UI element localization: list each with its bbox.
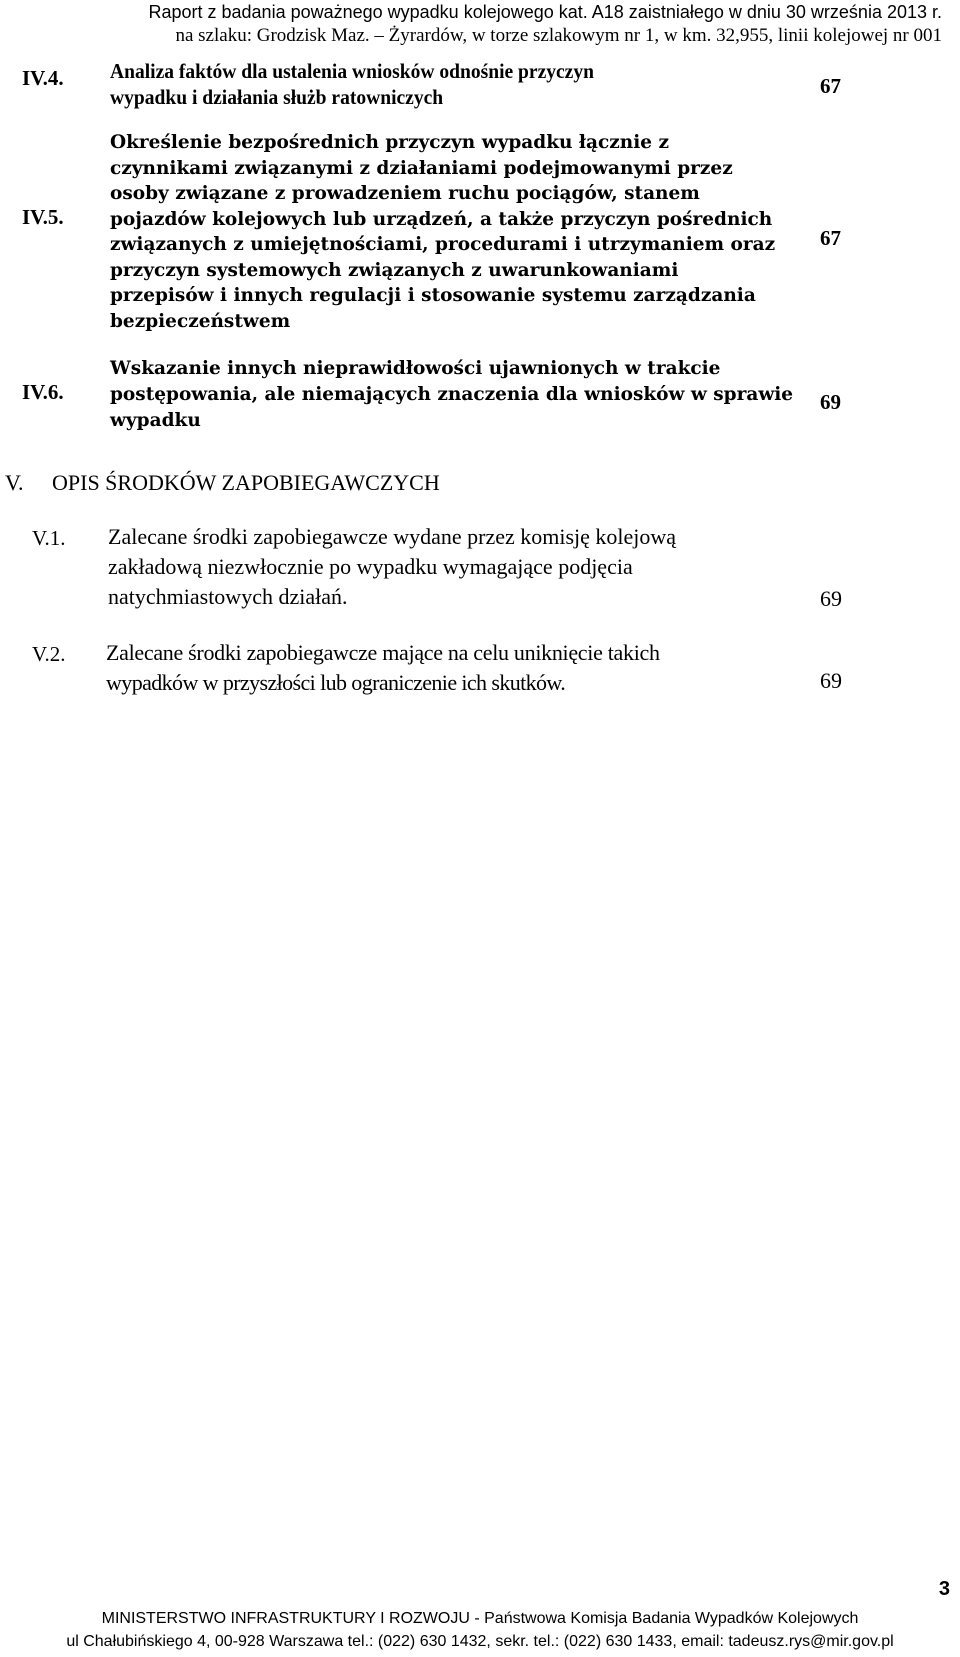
toc-v1-line3: natychmiastowych działań. xyxy=(108,584,348,609)
toc-number-v2: V.2. xyxy=(32,642,66,666)
toc-iv5-line: bezpieczeństwem xyxy=(110,310,291,332)
toc-v1-line2: zakładową niezwłocznie po wypadku wymagające podjęcia xyxy=(108,554,633,579)
toc-iv6-line3: wypadku xyxy=(110,410,201,431)
toc-page-iv6: 69 xyxy=(820,390,841,414)
toc-entry-iv5[interactable] xyxy=(110,130,775,334)
toc-v2-line1: Zalecane środki zapobiegawcze mające na celu uniknięcie takich xyxy=(106,640,660,665)
header-line-1: Raport z badania poważnego wypadku kolejowego kat. A18 zaistniałego w dniu 30 września 2013 r. xyxy=(148,2,942,22)
toc-iv5-line: osoby związane z prowadzeniem ruchu pociągów, stanem xyxy=(110,183,700,204)
toc-iv5-line: pojazdów kolejowych lub urządzeń, a także przyczyn pośrednich xyxy=(110,208,773,230)
toc-iv5-line: czynnikami związanymi z działaniami podejmowanymi przez xyxy=(110,157,733,179)
toc-iv5-line: związanych z umiejętnościami, procedurami i utrzymaniem oraz xyxy=(110,234,776,255)
document-header xyxy=(148,0,942,48)
toc-iv5-line: przepisów i innych regulacji i stosowanie systemu zarządzania xyxy=(110,285,756,306)
toc-iv4-line1: Analiza faktów dla ustalenia wniosków odnośnie przyczyn xyxy=(110,59,594,83)
toc-number-iv5: IV.5. xyxy=(22,205,64,229)
toc-iv4-line2: wypadku i działania służb ratowniczych xyxy=(110,85,444,109)
toc-entry-v1[interactable] xyxy=(108,522,676,612)
toc-v1-line1: Zalecane środki zapobiegawcze wydane przez komisję kolejową xyxy=(108,524,677,549)
toc-number-iv4: IV.4. xyxy=(22,66,64,90)
footer-line-2: ul Chałubińskiego 4, 00-928 Warszawa tel.: (022) 630 1432, sekr. tel.: (022) 630 1433, email: tadeusz.rys@mir.gov.pl xyxy=(66,1633,894,1650)
toc-iv6-line1: Wskazanie innych nieprawidłowości ujawnionych w trakcie xyxy=(110,358,721,379)
toc-iv5-line: Określenie bezpośrednich przyczyn wypadku łącznie z xyxy=(110,132,670,153)
toc-entry-v2[interactable] xyxy=(106,638,660,698)
toc-page-iv4: 67 xyxy=(820,74,841,98)
toc-entry-iv6[interactable] xyxy=(110,356,793,434)
header-line-2: na szlaku: Grodzisk Maz. – Żyrardów, w torze szlakowym nr 1, w km. 32,955, linii kolejowej nr 001 xyxy=(175,25,942,46)
toc-entry-iv4[interactable] xyxy=(110,58,630,110)
footer-line-1: MINISTERSTWO INFRASTRUKTURY I ROZWOJU - Państwowa Komisja Badania Wypadków Kolejowych xyxy=(101,1610,859,1627)
toc-page-iv5: 67 xyxy=(820,226,841,250)
toc-iv6-line2: postępowania, ale niemających znaczenia dla wniosków w sprawie xyxy=(110,384,794,405)
toc-number-iv6: IV.6. xyxy=(22,380,64,404)
toc-v2-line2: wypadków w przyszłości lub ograniczenie ich skutków. xyxy=(106,670,566,695)
page-number: 3 xyxy=(938,1578,950,1600)
toc-page-v2: 69 xyxy=(820,668,842,693)
toc-iv5-line: przyczyn systemowych związanych z uwarunkowaniami xyxy=(110,259,679,281)
toc-page-v1: 69 xyxy=(820,586,842,611)
section-v-title[interactable]: OPIS ŚRODKÓW ZAPOBIEGAWCZYCH xyxy=(52,470,440,495)
section-v-number: V. xyxy=(5,470,24,495)
toc-number-v1: V.1. xyxy=(32,526,66,550)
